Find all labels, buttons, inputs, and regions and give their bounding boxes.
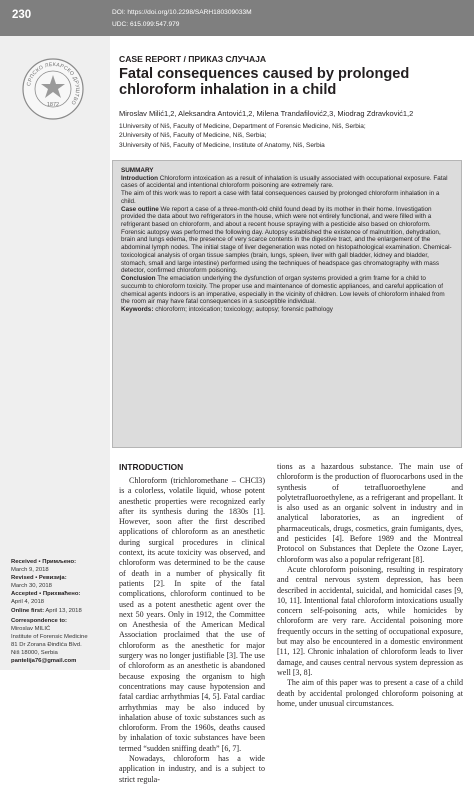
body-column-left [119, 476, 265, 785]
body-paragraph: The aim of this paper was to present a case of a child death by accidental prolonged chloroform poisoning at home, under unusual circumstances. [277, 678, 463, 708]
received-date: March 9, 2018 [11, 567, 49, 574]
abstract-keywords [121, 306, 452, 314]
keywords-text: chloroform; intoxication; toxicology; autopsy; forensic pathology [153, 305, 333, 313]
society-logo [21, 57, 85, 121]
abstract-heading: SUMMARY [121, 167, 154, 174]
accepted-label: Accepted • Прихваћено: [11, 591, 81, 598]
case-type: CASE REPORT / ПРИКАЗ СЛУЧАЈА [119, 54, 267, 64]
intro-heading-wrap [119, 462, 183, 476]
body-column-right [277, 462, 463, 709]
correspondence [11, 617, 88, 666]
affiliation: 3University of Niš, Faculty of Medicine, Institute of Anatomy, Niš, Serbia [119, 141, 325, 149]
case-outline-label: Case outline [121, 205, 159, 213]
keywords-label: Keywords: [121, 305, 154, 313]
online-label: Online first: [11, 607, 45, 614]
article-dates [11, 558, 82, 615]
correspondence-label: Correspondence to: [11, 618, 67, 624]
correspondence-line: Niš 18000, Serbia [11, 650, 58, 657]
abstract-case-outline [121, 206, 452, 275]
abstract-aim: The aim of this work was to report a case with fatal consequences caused by prolonged chloroform inhalation in a child. [121, 190, 440, 205]
body-paragraph: Nowadays, chloroform has a wide application in industry, and is a subject to strict regula- [119, 754, 265, 784]
introduction-text: Chloroform intoxication as a result of inhalation is usually associated with occupational exposure. Fatal cases of accidental and intentional chloroform poisoning are extremely rare. [121, 174, 448, 190]
abstract-introduction [121, 175, 452, 190]
case-outline-text: We report a case of a three-month-old child found dead by its mother in their home. Investigation provided the data about two refrigerators in the house, which were not entirely functional, and were filled with a refrigerant based on chloroform, and about a recent house spraying with a pesticide also based on chloroform. Forensic autopsy was performed the following day. Autopsy established the existence of malnutrition, dehydration, brain and lungs edema, the presence of very scarce contents in the digestive tract, and the enlargement of the abdominal lymph nodes. The initial stage of liver degeneration was noted on histopathological examination. Chemical-toxicological analysis of organ tissue samples (brain, lungs, spleen, liver with gall bladder, kidney and bladder, stomach, small and large intestine) performed using the techniques of headspace gas chromatography with mass detector, confirmed chloroform poisoning. [121, 205, 452, 275]
header-bar [0, 0, 474, 36]
logo-year: 1872 [46, 102, 60, 108]
logo-text: СРПСКО ЛЕКАРСКО ДРУШТВО [26, 61, 81, 106]
abstract-box [112, 160, 462, 448]
conclusion-label: Conclusion [121, 275, 156, 283]
affiliations [119, 122, 464, 150]
authors: Miroslav Milić1,2, Aleksandra Antović1,2, Milena Trandafilović2,3, Miodrag Zdravković1,2 [119, 109, 414, 118]
body-paragraph: Chloroform (trichloromethane – CHCl3) is a colorless, volatile liquid, whose potent anesthetic properties were recognized early after its synthesis during the 1830s [1]. However, soon after the first described applications of chloroform as an anesthetic during surgical procedures in clinical context, its acute toxicity was observed, and chloroform was determined to be the cause of death in a number of physically fit patients [2]. In spite of the fatal complications, chloroform continued to be used as a potent anesthetic agent over the next 50 years. Only in 1912, the Committee on Anesthesia of the American Medical Association proclaimed that the use of chloroform as the anesthetic for major surgery was no longer justifiable [3]. The use of chloroform as an anesthetic is abandoned because exposing the organism to high concentrations may cause hypotension and fatal cardiac arrhythmias [4, 5]. Fatal cardiac arrhythmias may be also induced by inhalation abuse of toxic substances such as chloroform. From the 1960s, deaths caused by inhalation of toxic substances have been termed “sudden sniffing death” [6, 7]. [119, 476, 265, 753]
body-paragraph: tions as a hazardous substance. The main use of chloroform is the production of fluorocarbons used in the synthesis of tetrafluoroethylene and polytetrafluoroethylene, as a refrigerant and propellant. It is also used as an organic solvent in industry and in analytical laboratories, as an ingredient of pharmaceuticals, drugs, cosmetics, grain fumigants, dyes, and pesticides [4]. Before 1989 and the Montreal Protocol on Substances that Deplete the Ozone Layer, chloroform was also a popular refrigerant [8]. [277, 462, 463, 564]
correspondence-line: Institute of Forensic Medicine [11, 634, 88, 641]
received-label: Received • Примљено: [11, 559, 77, 565]
accepted-date: April 4, 2018 [11, 599, 45, 606]
affiliation: 1University of Niš, Faculty of Medicine, Department of Forensic Medicine, Niš, Serbia; [119, 123, 366, 130]
introduction-label: Introduction [121, 174, 158, 182]
revised-label: Revised • Ревизија: [11, 575, 67, 582]
correspondence-email[interactable]: pantelija76@gmail.com [11, 658, 77, 665]
doi-link[interactable]: DOI: https://doi.org/10.2298/SARH180309033M [112, 9, 252, 16]
abstract-conclusion [121, 275, 452, 306]
correspondence-line: Miroslav MILIĆ [11, 626, 51, 633]
conclusion-text: The emaciation underlying the dysfunction of organ systems provided a grim frame for a child to succumb to chloroform toxicity. The proper use and maintenance of domestic appliances, and careful application of chemical agents indoors is an imperative, especially in the vicinity of children. Low levels of chloroform inhaled from the room air may have fatal consequences in a susceptible individual. [121, 275, 445, 306]
revised-date: March 30, 2018 [11, 583, 52, 590]
section-heading-introduction: INTRODUCTION [119, 462, 184, 472]
page-number: 230 [12, 9, 32, 21]
article-title: Fatal consequences caused by prolonged chloroform inhalation in a child [119, 66, 410, 99]
affiliation: 2University of Niš, Faculty of Medicine, Niš, Serbia; [119, 132, 267, 140]
correspondence-line: 81 Dr Zorana Đinđića Blvd. [11, 642, 82, 649]
online-date: April 13, 2018 [44, 607, 82, 614]
udc-code: UDC: 615.099:547.979 [112, 21, 180, 28]
body-paragraph: Acute chloroform poisoning, resulting in respiratory and central nervous system depression, has been described in accidental, suicidal, and homicidal cases [9, 10, 11]. Intentional fatal chloroform intoxications usually concern self-poisoning acts, while homicides by chloroform are very rare. Accidental poisoning more frequently occurs in the setting of occupational exposure, but may also be encountered in a domestic environment [11, 12]. Chronic inhalation of chloroform leads to liver damage, and causes central nervous system depression as well [3, 8]. [277, 564, 463, 677]
